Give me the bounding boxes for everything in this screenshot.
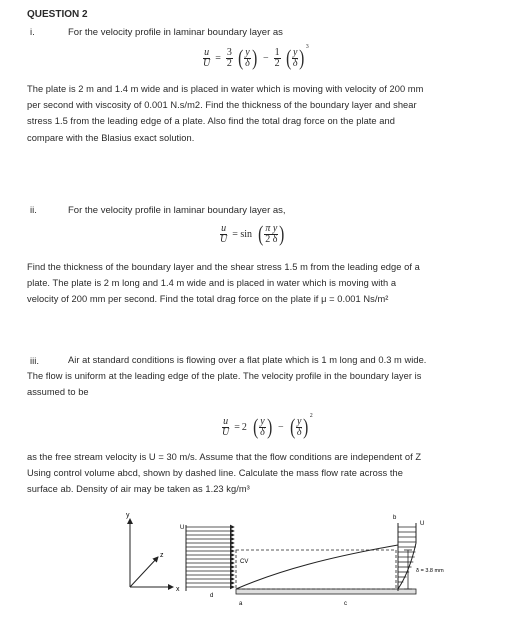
control-volume-boundary bbox=[236, 550, 396, 589]
outlet-arrows bbox=[398, 527, 416, 587]
boundary-layer-edge bbox=[236, 545, 398, 589]
q1-equation: $\frac{u}{U}$ = $\frac{3}{2}$ ( $\frac{y}{\delta}$ ) − $\frac{1}{2}$ ( $\frac{y}{\delta}$ )$^3$ bbox=[203, 44, 309, 71]
q2-number: ii. bbox=[30, 205, 37, 216]
q1-body: The plate is 2 m and 1.4 m wide and is placed in water which is moving with velocity of 200 mm per second with viscosity of 0.001 N.s/m2. Find the thickness of the boundary layer and shear stress 1.5 from the leading edge of a plate. Also find the total drag force on the plate and compare with the Blasius exact solution. bbox=[27, 84, 424, 143]
label-outlet-u: U bbox=[420, 521, 425, 527]
q3-equation: $\frac{u}{U}$ = 2 ( $\frac{y}{\delta}$ ) − ( $\frac{y}{\delta}$ )$^2$ bbox=[222, 413, 313, 440]
delta-dimension bbox=[404, 550, 412, 589]
coordinate-axes bbox=[130, 519, 173, 587]
q2-body: Find the thickness of the boundary layer and the shear stress 1.5 m from the leading edge of a plate. The plate is 2 m long and 1.4 m wide and is placed in water which is moving with a velocity of 200 mm per second. Find the total drag force on the plate if μ = 0.001 Ns/m² bbox=[27, 262, 420, 305]
label-corner-b: b bbox=[393, 515, 397, 521]
q3-number: iii. bbox=[30, 356, 39, 367]
q3-first-line: Air at standard conditions is flowing over a flat plate which is 1 m long and 0.3 m wide. bbox=[68, 355, 427, 365]
inflow-arrows bbox=[186, 527, 234, 587]
label-corner-c: c bbox=[344, 601, 347, 607]
q2-equation: $\frac{u}{U}$ = sin ( $\frac{\text{π y}}{2 \delta}$ ) bbox=[220, 221, 285, 246]
label-corner-a: a bbox=[239, 601, 243, 607]
q1-heading: For the velocity profile in laminar boundary layer as bbox=[68, 27, 283, 38]
flat-plate bbox=[236, 589, 416, 594]
q1-number: i. bbox=[30, 27, 35, 38]
q3-body-b: as the free stream velocity is U = 30 m/s. Assume that the flow conditions are independent of Z Using control volume abcd, shown by dashed line. Calculate the mass flow rate across the surface ab. Density of air may be taken as 1.23 kg/m³ bbox=[27, 452, 422, 495]
label-free-stream-u: U bbox=[180, 525, 185, 531]
axis-x-label: x bbox=[176, 586, 180, 593]
axis-z-label: z bbox=[160, 552, 164, 559]
axis-y-label: y bbox=[126, 512, 130, 519]
label-cv: CV bbox=[240, 559, 249, 565]
label-delta: δ = 3.8 mm bbox=[416, 568, 444, 574]
label-corner-d: d bbox=[210, 593, 214, 599]
q2-heading: For the velocity profile in laminar boundary layer as, bbox=[68, 205, 286, 216]
q3-body-a: The flow is uniform at the leading edge of the plate. The velocity profile in the boundary layer is assumed to be bbox=[27, 371, 422, 398]
outlet-velocity-profile bbox=[398, 523, 416, 589]
question-title: QUESTION 2 bbox=[27, 9, 88, 20]
control-volume-figure bbox=[0, 505, 516, 640]
